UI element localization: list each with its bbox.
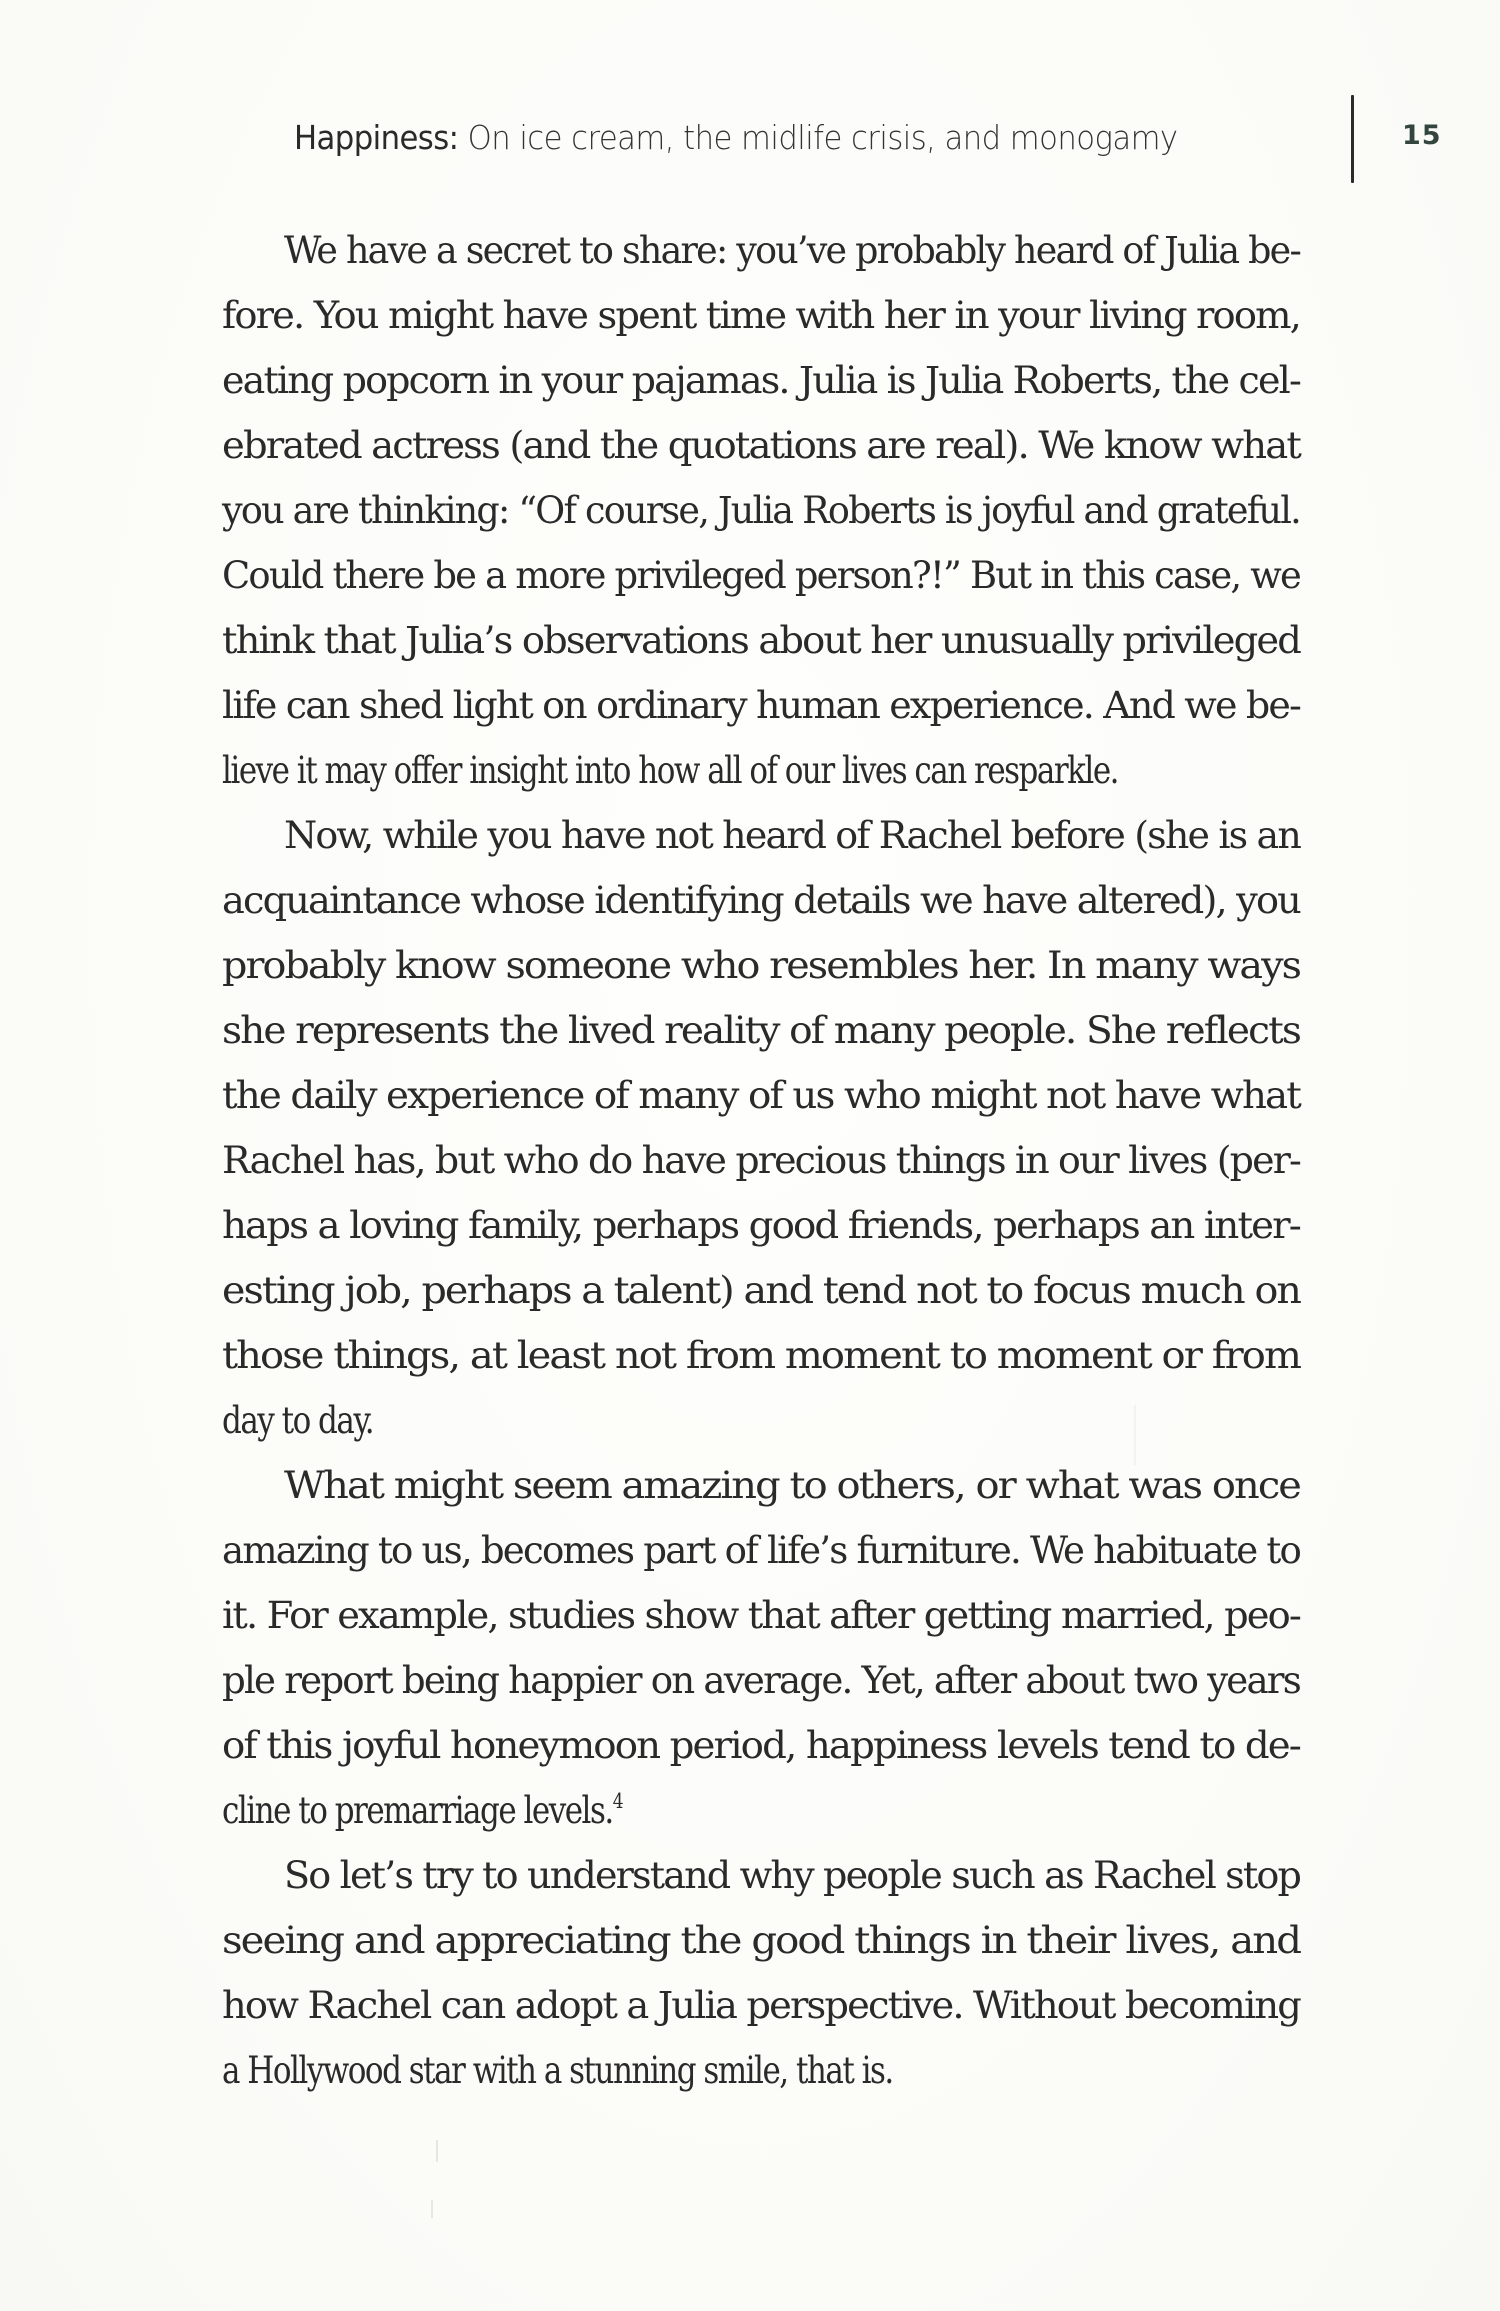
text-line: So let’s try to understand why people such as Rachel stop [284,1854,1300,1897]
text-line: lieve it may offer insight into how all of our lives can resparkle. [222,749,1118,792]
text-line: Rachel has, but who do have precious things in our lives (per- [222,1139,1300,1182]
text-line: ebrated actress (and the quotations are real). We know what [222,424,1300,467]
text-line: seeing and appreciating the good things in their lives, and [222,1919,1300,1962]
footnote-reference[interactable]: 4 [612,1788,624,1813]
text-line: What might seem amazing to others, or what was once [284,1464,1300,1507]
chapter-subtitle: On ice cream, the midlife crisis, and monogamy [467,118,1178,157]
text-line: you are thinking: “Of course, Julia Roberts is joyful and grateful. [222,489,1300,532]
text-line: eating popcorn in your pajamas. Julia is Julia Roberts, the cel- [222,359,1300,402]
text-line: ple report being happier on average. Yet, after about two years [222,1659,1300,1702]
text-line: acquaintance whose identifying details we have altered), you [222,879,1300,922]
text-line: she represents the lived reality of many people. She reflects [222,1009,1300,1052]
chapter-label: Happiness: [294,118,459,157]
text-line: We have a secret to share: you’ve probably heard of Julia be- [284,229,1300,272]
text-line: Now, while you have not heard of Rachel before (she is an [284,814,1300,857]
text-line: day to day. [222,1399,374,1442]
header-divider [1351,95,1354,183]
paragraph-2 [222,803,1300,1453]
text-line: life can shed light on ordinary human experience. And we be- [222,684,1300,727]
text-line: the daily experience of many of us who might not have what [222,1074,1300,1117]
text-line: think that Julia’s observations about her unusually privileged [222,619,1300,662]
paragraph-1 [222,218,1300,803]
text-line: fore. You might have spent time with her in your living room, [222,294,1300,337]
text-line: of this joyful honeymoon period, happiness levels tend to de- [222,1724,1300,1767]
paragraph-4 [222,1843,1300,2103]
text-line: a Hollywood star with a stunning smile, that is. [222,2049,893,2092]
text-line: how Rachel can adopt a Julia perspective. Without becoming [222,1984,1300,2027]
page-number: 15 [1402,120,1442,151]
text-line: cline to premarriage levels.$^4$ [222,1788,624,1832]
text-line: amazing to us, becomes part of life’s furniture. We habituate to [222,1529,1300,1572]
text-line: probably know someone who resembles her. In many ways [222,944,1300,987]
scan-artifact [431,2200,433,2218]
text-line: esting job, perhaps a talent) and tend not to focus much on [222,1269,1300,1312]
paragraph-3 [222,1453,1300,1843]
text-line: it. For example, studies show that after getting married, peo- [222,1594,1300,1637]
body-text [222,218,1300,2103]
scan-artifact [1134,1405,1136,1465]
text-line: Could there be a more privileged person?!” But in this case, we [222,554,1300,597]
running-header [294,118,1178,157]
text-line: haps a loving family, perhaps good friends, perhaps an inter- [222,1204,1300,1247]
scan-artifact [436,2140,438,2162]
text-line: those things, at least not from moment to moment or from [222,1334,1300,1377]
